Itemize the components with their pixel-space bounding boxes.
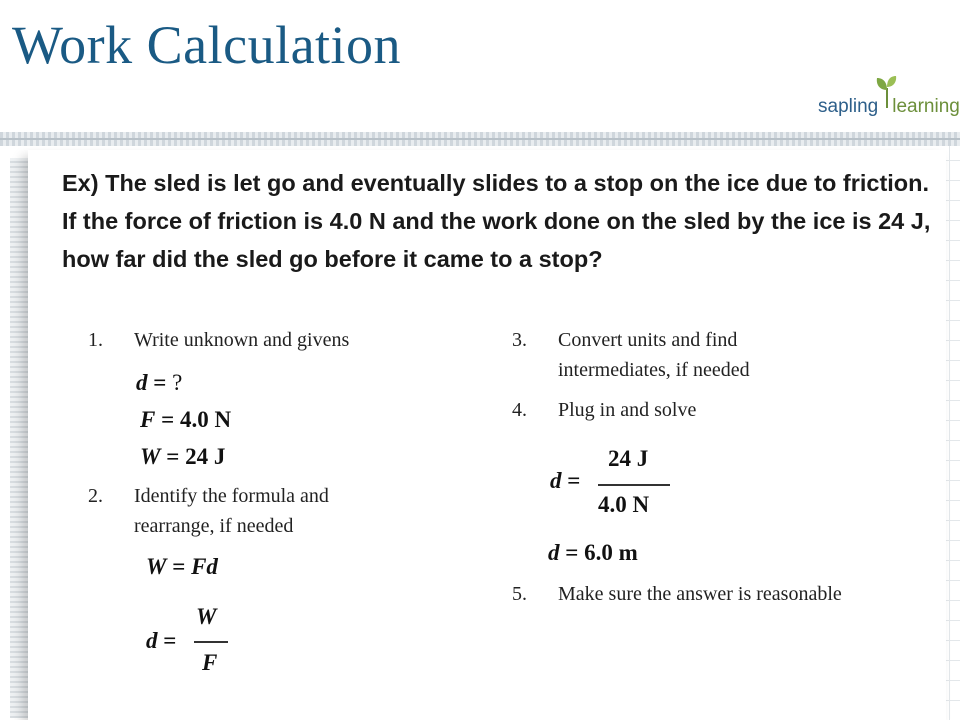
denominator-var: F [202,650,218,675]
formula-rearranged-lhs [146,628,176,654]
formula-denominator [202,650,217,676]
given-eq: = [161,407,175,432]
given-var: d [136,370,148,395]
numerator-value: 24 J [608,446,649,471]
result-eq: = [565,540,579,565]
given-var: W [140,444,161,469]
step-text-line2: rearrange, if needed [134,515,294,537]
formula-main [146,554,218,580]
solution-lhs [550,468,580,494]
given-w [140,444,225,470]
formula-lhs: d [146,628,158,653]
solution-eq: = [567,468,581,493]
solution-numerator [608,446,648,472]
step-number: 2. [88,485,103,507]
step-text-line1: Convert units and find [558,329,738,351]
step-text-line2: intermediates, if needed [558,359,750,381]
step-text-line1: Identify the formula and [134,485,329,507]
given-var: F [140,407,156,432]
given-value: 4.0 N [179,407,232,432]
step-4 [512,396,932,426]
solution-fraction-bar [598,484,670,486]
step-3 [512,326,932,386]
result-var: d [548,540,560,565]
fraction-bar [194,641,228,643]
formula-lhs: W [146,554,167,579]
given-value: ? [172,370,183,395]
sapling-learning-logo [818,74,958,130]
step-number: 3. [512,329,527,351]
solution-var: d [550,468,562,493]
step-text: Write unknown and givens [134,329,350,351]
given-value: 24 J [185,444,226,469]
question-text: Ex) The sled is let go and eventually slides to a stop on the ice due to friction. If the force of friction is 4.0 N and the work done on the sled by the ice is 24 J, how far did the sled go before it came to a stop? [62,170,931,272]
step-number: 5. [512,583,527,605]
logo-text [818,96,960,118]
logo-word-sapling: sapling [818,96,879,117]
header-rule [0,132,960,146]
step-text: Plug in and solve [558,399,697,421]
step-number: 4. [512,399,527,421]
given-eq: = [153,370,167,395]
step-number: 1. [88,329,103,351]
logo-word-learning: learning [892,96,960,117]
formula-eq: = [172,554,186,579]
slide-title: Work Calculation [12,15,402,75]
step-2 [88,482,448,542]
step-1 [88,326,448,356]
formula-numerator [196,604,216,630]
numerator-var: W [196,604,217,629]
step-5 [512,580,932,610]
denominator-value: 4.0 N [598,492,650,517]
solution-denominator [598,492,649,518]
given-d [136,370,182,396]
step-text: Make sure the answer is reasonable [558,583,842,605]
solution-result [548,540,638,566]
formula-rhs: Fd [191,554,218,579]
result-value: 6.0 m [584,540,638,565]
given-f [140,407,231,433]
formula-eq: = [163,628,177,653]
given-eq: = [166,444,180,469]
